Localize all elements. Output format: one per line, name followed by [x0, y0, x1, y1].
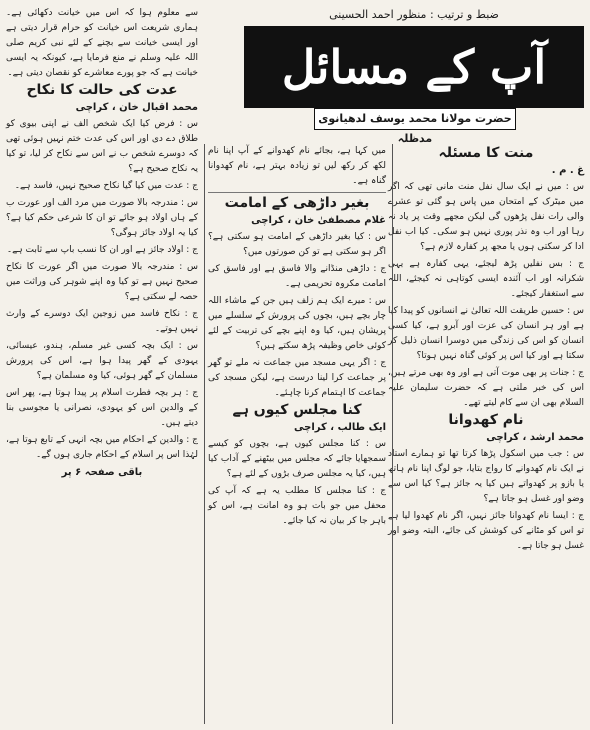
column-divider-right [392, 144, 393, 724]
question-2: س : حسین طریقت اللہ تعالیٰ نے انسانوں کو پیدا کیا ہے اور ہر انسان کی عزت اور آبرو ہے، کیا کسی انسان کو اس کی زندگی میں دوسرا انسان ذلیل کر سکتا ہے اور کیا اس پر کوئی گناہ نہیں ہوتا؟ [388, 306, 584, 361]
continued-note: باقی صفحہ ۶ پر [61, 467, 143, 478]
answer-3: ج : کنا مجلس کا مطلب یہ ہے کہ آپ کی محفل میں جو بات ہو وہ امانت ہے، اس کو باہر جا کر بیان نہ کیا جائے۔ [208, 486, 386, 526]
answer-2: ج : اولاد جائز ہے اور ان کا نسب باپ سے ثابت ہے۔ [6, 245, 198, 255]
answer-5: ج : والدین کے احکام میں بچہ انہی کے تابع ہوتا ہے، لہٰذا اس پر اسلام کے احکام جاری ہوں گے۔ [6, 435, 198, 460]
question-1: س : کیا بغیر داڑھی کے امامت ہو سکتی ہے؟ اگر ہو سکتی ہے تو کن صورتوں میں؟ [208, 232, 386, 257]
middle-column [208, 144, 386, 531]
question-3: س : مندرجہ بالا صورت میں اگر عورت کا نکاح صحیح نہیں ہے تو کیا وہ اپنے شوہر کی وراثت میں حصہ لے سکتی ہے؟ [6, 262, 198, 302]
divider [208, 192, 386, 193]
heading-naam-khudwana: نام کھدوانا [448, 412, 524, 428]
title-box [244, 26, 584, 108]
questioner-name: محمد اقبال خان ، کراچی [75, 102, 198, 113]
heading-mannat: منت کا مسئلہ [438, 145, 534, 161]
answer-1: ج : عدت میں کیا گیا نکاح صحیح نہیں، فاسد ہے۔ [14, 181, 198, 191]
question-2: س : مندرجہ بالا صورت میں مرد الف اور عورت ب کے ہاں اولاد ہو جائے تو ان کا شرعی حکم کیا ہے؟ کیا یہ اولاد جائز ہوگی؟ [6, 198, 198, 238]
newspaper-page [4, 4, 586, 726]
column-divider-left [204, 144, 205, 724]
question-4: س : ایک بچہ کسی غیر مسلم، ہندو، عیسائی، یہودی کے گھر پیدا ہوا ہے، اس کی پرورش مسلمان کے گھر ہوئی، کیا وہ مسلمان ہے؟ [6, 341, 198, 381]
question-1: س : فرض کیا ایک شخص الف نے اپنی بیوی کو طلاق دے دی اور اس کی عدت ختم نہیں ہوئی تھی کہ دوسرے شخص ب نے اس سے نکاح کر لیا، تو کیا یہ نکاح صحیح ہے؟ [6, 119, 198, 174]
question-3: س : کنا مجلس کیوں ہے، بچوں کو کیسے سمجھایا جائے کہ مجلس میں بیٹھنے کے آداب کیا ہیں، کیا یہ مجلس صرف بڑوں کے لئے ہے؟ [208, 439, 386, 479]
answer-2: ج : جنات پر بھی موت آتی ہے اور وہ بھی مرتے ہیں، اس کی خبر ملتی ہے کہ حضرت سلیمان علیہ السلام بھی ان سے کام لیتے تھے۔ [388, 368, 584, 408]
left-column [6, 6, 198, 482]
answer-4: ج : ہر بچہ فطرت اسلام پر پیدا ہوتا ہے، پھر اس کے والدین اس کو یہودی، نصرانی یا مجوسی بنا دیتے ہیں۔ [6, 388, 198, 428]
question-3: س : جب میں اسکول پڑھا کرتا تھا تو ہمارے استاد نے ایک نام کھدوانے کا رواج بتایا، جو لوگ اپنا نام ہاتھ یا بازو پر کھدواتے ہیں کیا یہ جائز ہے؟ کیا اس سے وضو اور غسل ہو جاتا ہے؟ [388, 449, 584, 504]
left-top-text: سے معلوم ہوا کہ اس میں خیانت دکھائی ہے۔ ہماری شریعت اس خیانت کو حرام قرار دیتی ہے اور ایسی خیانت سے بچنے کے لئے نبی کریم صلی اللہ علیہ وسلم نے منع فرمایا ہے، کیونکہ یہ ایسی خیانت ہے کہ جو پورے معاشرے کو نقصان دیتی ہے۔ [6, 8, 198, 78]
questioner-name-2: محمد ارشد ، کراچی [486, 432, 584, 443]
answer-1: ج : داڑھی منڈانے والا فاسق ہے اور فاسق کی امامت مکروہ تحریمی ہے۔ [208, 264, 386, 289]
page-title: آپ کے مسائل [281, 40, 547, 94]
heading-iddat-nikah: عدت کی حالت کا نکاح [26, 82, 178, 98]
right-column [388, 144, 584, 556]
masthead [244, 4, 584, 145]
answer-2: ج : اگر یہی مسجد میں جماعت نہ ملے تو گھر پر جماعت کرا لینا درست ہے، لیکن مسجد کی جماعت کا اہتمام کرنا چاہئے۔ [208, 358, 386, 398]
heading-kana-majlis: کنا مجلس کیوں ہے [232, 402, 362, 418]
answer-3: ج : ایسا نام کھدوانا جائز نہیں، اگر نام کھدوا لیا ہے تو اس کو مٹانے کی کوشش کی جائے، البتہ وضو اور غسل ہو جاتا ہے۔ [388, 511, 584, 551]
question-1: س : میں نے ایک سال نفل منت مانی تھی کہ اگر میں میٹرک کے امتحان میں پاس ہو گئی تو عشرے والی رات نفل پڑھوں گی لیکن مجھے وقت پر یاد نہ رہا اور اب وہ نذر پوری نہیں ہو سکی۔ کیا اب نفل ادا کر سکتی ہوں یا مجھ پر کفارہ لازم ہے؟ [388, 182, 584, 252]
mid-intro: میں کہا ہے، بجائے نام کھدوانے کے آپ اپنا نام لکھ کر رکھ لیں تو زیادہ بہتر ہے، نام کھدوانا گناہ ہے۔ [208, 146, 386, 186]
answer-3: ج : نکاح فاسد میں زوجین ایک دوسرے کے وارث نہیں ہوتے۔ [6, 309, 198, 334]
byline: ضبط و ترتیب : منظور احمد الحسینی [329, 8, 499, 21]
questioner-name: غلام مصطفیٰ خان ، کراچی [251, 215, 386, 226]
questioner-name-2: ایک طالب ، کراچی [294, 422, 386, 433]
question-2: س : میرے ایک ہم زلف ہیں جن کے ماشاء اللہ چار بچے ہیں، بچوں کی پرورش کے سلسلے میں پریشان ہیں، کیا وہ اپنے بچے کی تربیت کے لئے کوئی خاص وظیفہ پڑھ سکتے ہیں؟ [208, 296, 386, 351]
heading-beghair-darhi: بغیر داڑھی کے امامت [224, 195, 370, 211]
answer-1: ج : بس نفلیں پڑھ لیجئے، یہی کفارہ ہے یہی شکرانہ اور اب آئندہ ایسی کوتاہی نہ کیجئے، اللہ سے استغفار کیجئے۔ [388, 259, 584, 299]
author-bar: حضرت مولانا محمد یوسف لدھیانوی مدظلہ [314, 108, 516, 130]
questioner-name: غ . م . [551, 165, 584, 176]
